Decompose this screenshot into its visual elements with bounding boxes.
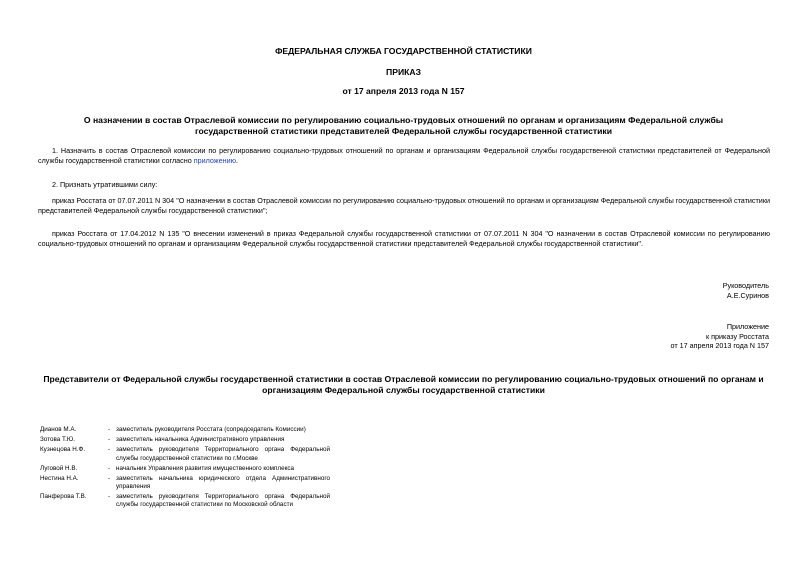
member-position: заместитель начальника юридического отдела Административного управления — [116, 474, 330, 491]
appendix-line-2: к приказу Росстата — [706, 331, 769, 341]
table-row — [40, 493, 330, 511]
signature-name: А.Е.Суринов — [726, 290, 769, 300]
member-position: заместитель руководителя Росстата (сопредседатель Комиссии) — [116, 426, 306, 433]
member-dash: - — [107, 493, 111, 501]
paragraph-1-text: 1. Назначить в состав Отраслевой комиссии по регулированию социально-трудовых отношений по органам и организациям Федеральной службы государственной статистики представителей от Федеральной службы государственной статистики согласно — [38, 146, 770, 165]
appendix-link[interactable]: приложению — [193, 155, 236, 165]
member-dash: - — [107, 474, 111, 482]
member-dash: - — [107, 426, 111, 433]
member-name: Дианов М.А. — [40, 426, 77, 433]
member-position: заместитель руководителя Территориального органа Федеральной службы государственной статистики по Московской области — [116, 493, 330, 509]
member-dash: - — [107, 464, 111, 472]
table-row — [40, 436, 330, 446]
signature-block — [723, 281, 769, 300]
signature-role: Руководитель — [722, 281, 769, 290]
member-dash: - — [107, 446, 111, 454]
document-date-number: от 17 апреля 2013 года N 157 — [342, 86, 465, 96]
member-dash: - — [107, 436, 111, 444]
organization-name: ФЕДЕРАЛЬНАЯ СЛУЖБА ГОСУДАРСТВЕННОЙ СТАТИСТИКИ — [275, 46, 532, 56]
paragraph-3: приказ Росстата от 07.07.2011 N 304 "О назначении в состав Отраслевой комиссии по регулированию социально-трудовых отношений по органам и организациям Федеральной службы государственной статистики представителей Федеральной службы государственной статистики"; — [38, 196, 770, 215]
document-subject: О назначении в состав Отраслевой комиссии по регулированию социально-трудовых отношений по органам и организациям Федеральной службы государственной статистики представителей Федеральной службы государственной статистики — [83, 115, 724, 137]
appendix-line-3: от 17 апреля 2013 года N 157 — [670, 341, 769, 351]
table-row — [40, 446, 330, 464]
member-position: заместитель руководителя Территориального органа Федеральной службы государственной статистики по г.Москве — [116, 446, 330, 462]
member-name: Зотова Т.Ю. — [40, 436, 76, 444]
member-position: заместитель начальника Административного управления — [116, 436, 285, 444]
appendix-line-1: Приложение — [726, 322, 769, 331]
paragraph-1-end: . — [235, 155, 238, 165]
paragraph-1 — [38, 146, 770, 165]
member-position: начальник Управления развития имущественного комплекса — [116, 464, 295, 472]
member-name: Нестина Н.А. — [40, 474, 79, 482]
member-name: Луговой Н.В. — [40, 464, 78, 472]
paragraph-2: 2. Признать утратившими силу: — [52, 180, 158, 189]
appendix-header — [670, 322, 769, 351]
table-row — [40, 475, 330, 493]
table-row — [40, 465, 330, 475]
member-name: Кузнецова Н.Ф. — [40, 446, 86, 454]
member-name: Панферова Т.В. — [40, 493, 87, 501]
table-row — [40, 426, 330, 436]
document-type: ПРИКАЗ — [386, 67, 421, 77]
members-table — [40, 426, 330, 512]
paragraph-4: приказ Росстата от 17.04.2012 N 135 "О внесении изменений в приказ Федеральной службы государственной статистики от 07.07.2011 N 304 "О назначении в состав Отраслевой комиссии по регулированию социально-трудовых отношений по органам и организациям Федеральной службы государственной статистики представителей Федеральной службы государственной статистики". — [38, 229, 770, 248]
appendix-title: Представители от Федеральной службы государственной статистики в состав Отраслевой комиссии по регулированию социально-трудовых отношений по органам и организациям Федеральной службы государственной статистики — [43, 374, 764, 396]
